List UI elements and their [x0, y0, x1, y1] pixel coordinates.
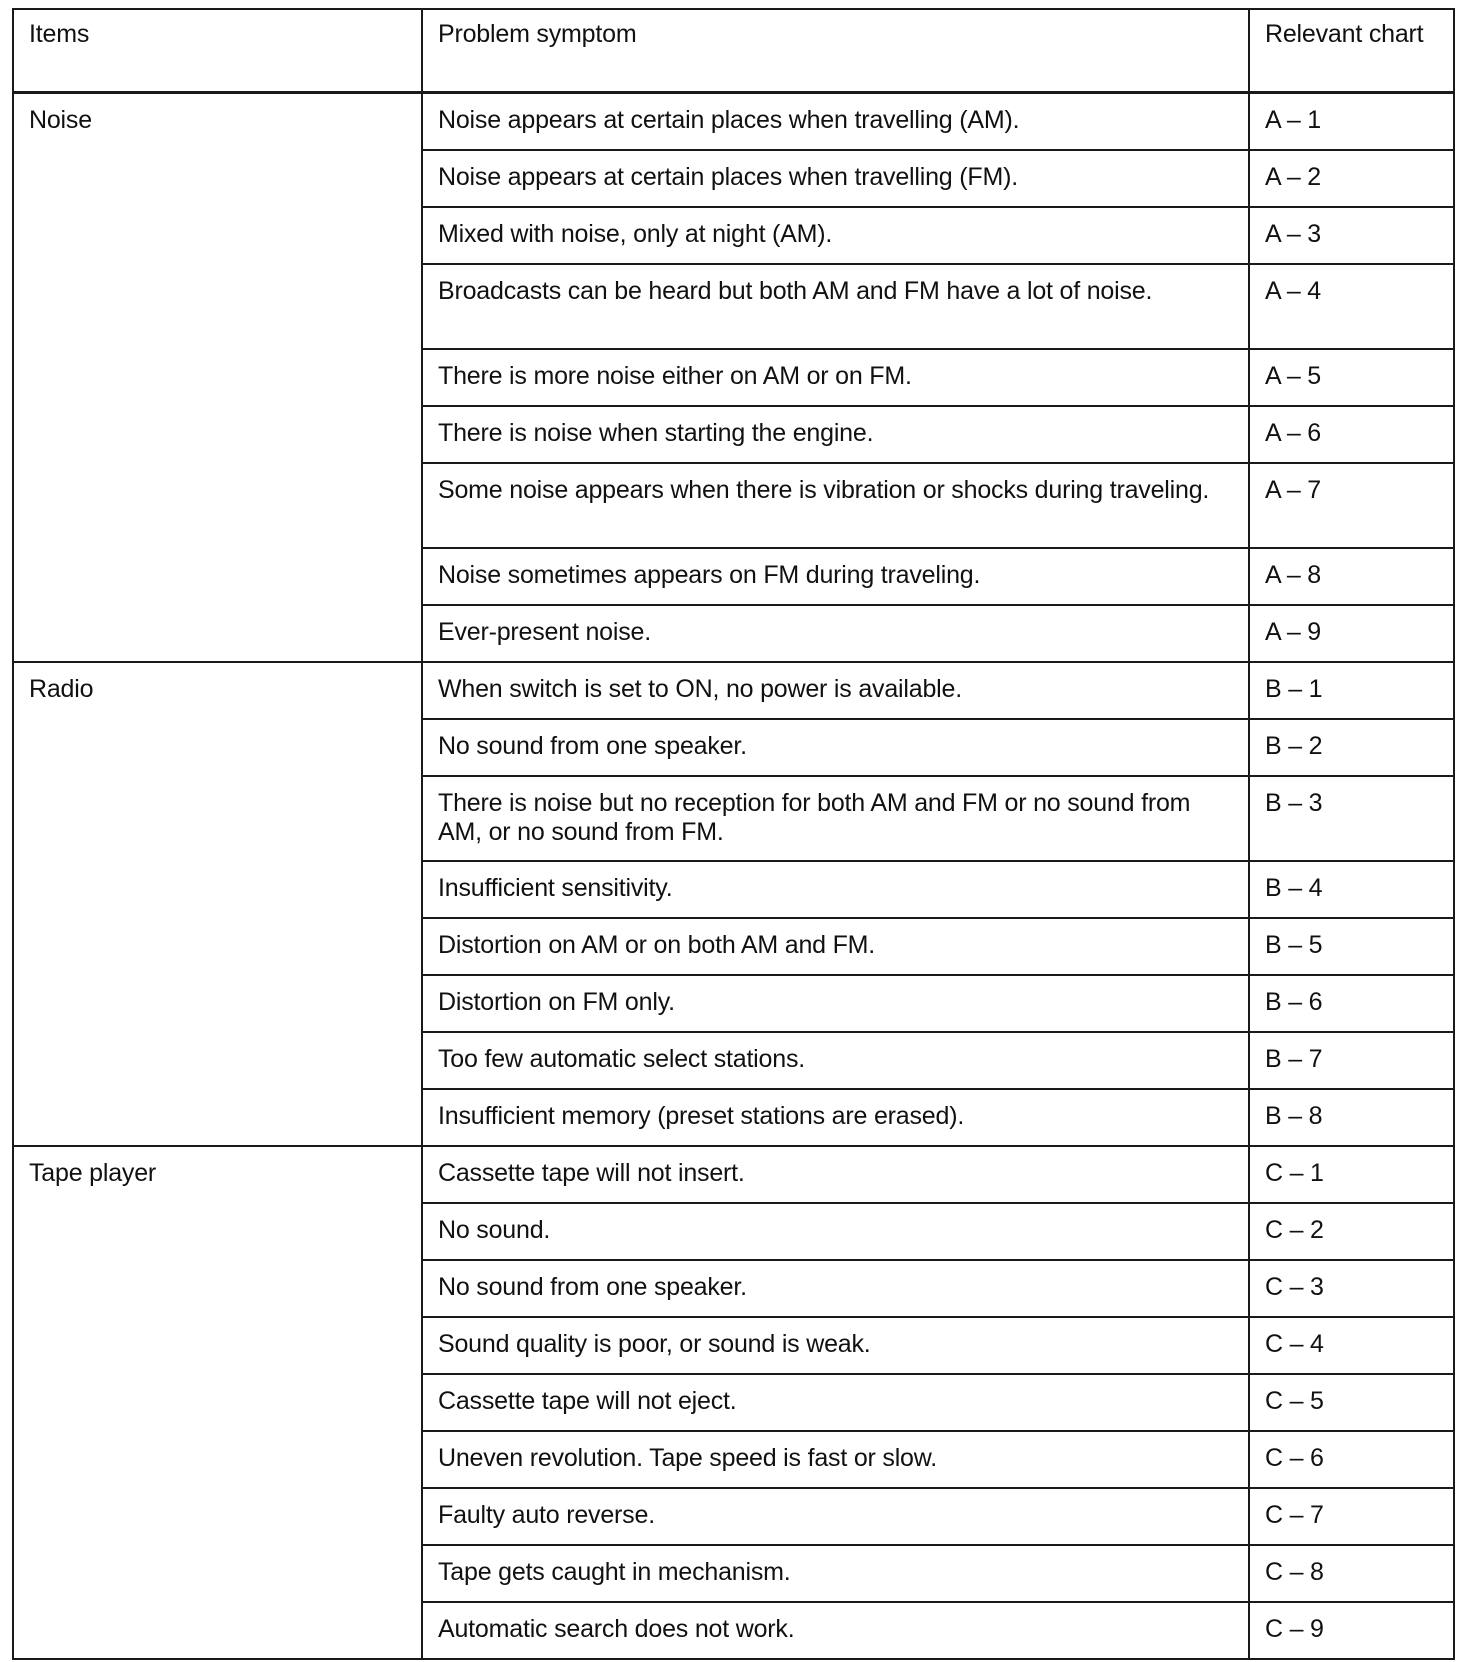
problem-symptom-cell: Uneven revolution. Tape speed is fast or slow. — [422, 1431, 1249, 1488]
problem-symptom-cell: There is noise but no reception for both AM and FM or no sound from AM, or no sound from FM. — [422, 776, 1249, 861]
problem-symptom-cell: Broadcasts can be heard but both AM and FM have a lot of noise. — [422, 264, 1249, 349]
relevant-chart-cell: A – 8 — [1249, 548, 1454, 605]
problem-symptom-cell: Mixed with noise, only at night (AM). — [422, 207, 1249, 264]
relevant-chart-cell: C – 8 — [1249, 1545, 1454, 1602]
problem-symptom-cell: There is more noise either on AM or on FM. — [422, 349, 1249, 406]
relevant-chart-cell: A – 5 — [1249, 349, 1454, 406]
relevant-chart-cell: B – 7 — [1249, 1032, 1454, 1089]
relevant-chart-cell: B – 3 — [1249, 776, 1454, 861]
header-problem-symptom: Problem symptom — [422, 9, 1249, 93]
problem-symptom-cell: Noise sometimes appears on FM during traveling. — [422, 548, 1249, 605]
table-row — [13, 93, 1454, 151]
relevant-chart-cell: A – 4 — [1249, 264, 1454, 349]
header-relevant-chart: Relevant chart — [1249, 9, 1454, 93]
problem-symptom-cell: Cassette tape will not eject. — [422, 1374, 1249, 1431]
problem-symptom-cell: Cassette tape will not insert. — [422, 1146, 1249, 1203]
header-row — [13, 9, 1454, 93]
problem-symptom-cell: Distortion on AM or on both AM and FM. — [422, 918, 1249, 975]
problem-symptom-cell: Sound quality is poor, or sound is weak. — [422, 1317, 1249, 1374]
item-category-cell: Tape player — [13, 1146, 422, 1659]
problem-symptom-cell: Noise appears at certain places when travelling (AM). — [422, 93, 1249, 151]
problem-symptom-cell: Automatic search does not work. — [422, 1602, 1249, 1659]
relevant-chart-cell: A – 9 — [1249, 605, 1454, 662]
relevant-chart-cell: B – 1 — [1249, 662, 1454, 719]
problem-symptom-cell: Insufficient sensitivity. — [422, 861, 1249, 918]
relevant-chart-cell: B – 8 — [1249, 1089, 1454, 1146]
problem-symptom-cell: Noise appears at certain places when travelling (FM). — [422, 150, 1249, 207]
problem-symptom-cell: Tape gets caught in mechanism. — [422, 1545, 1249, 1602]
relevant-chart-cell: C – 3 — [1249, 1260, 1454, 1317]
header-items: Items — [13, 9, 422, 93]
problem-symptom-cell: Insufficient memory (preset stations are erased). — [422, 1089, 1249, 1146]
problem-symptom-cell: No sound. — [422, 1203, 1249, 1260]
problem-symptom-cell: No sound from one speaker. — [422, 1260, 1249, 1317]
relevant-chart-cell: C – 7 — [1249, 1488, 1454, 1545]
relevant-chart-cell: C – 9 — [1249, 1602, 1454, 1659]
relevant-chart-cell: B – 4 — [1249, 861, 1454, 918]
relevant-chart-cell: B – 2 — [1249, 719, 1454, 776]
problem-symptom-cell: Too few automatic select stations. — [422, 1032, 1249, 1089]
table-body — [13, 93, 1454, 1660]
symptom-chart-table — [12, 8, 1455, 1660]
relevant-chart-cell: A – 1 — [1249, 93, 1454, 151]
relevant-chart-cell: C – 1 — [1249, 1146, 1454, 1203]
relevant-chart-cell: A – 7 — [1249, 463, 1454, 548]
relevant-chart-cell: C – 4 — [1249, 1317, 1454, 1374]
problem-symptom-cell: Faulty auto reverse. — [422, 1488, 1249, 1545]
problem-symptom-cell: There is noise when starting the engine. — [422, 406, 1249, 463]
relevant-chart-cell: B – 6 — [1249, 975, 1454, 1032]
relevant-chart-cell: C – 5 — [1249, 1374, 1454, 1431]
problem-symptom-cell: No sound from one speaker. — [422, 719, 1249, 776]
table-row — [13, 662, 1454, 719]
relevant-chart-cell: A – 3 — [1249, 207, 1454, 264]
problem-symptom-cell: When switch is set to ON, no power is available. — [422, 662, 1249, 719]
item-category-cell: Noise — [13, 93, 422, 663]
troubleshooting-document — [12, 8, 1453, 1660]
item-category-cell: Radio — [13, 662, 422, 1146]
table-row — [13, 1146, 1454, 1203]
relevant-chart-cell: B – 5 — [1249, 918, 1454, 975]
relevant-chart-cell: A – 2 — [1249, 150, 1454, 207]
relevant-chart-cell: A – 6 — [1249, 406, 1454, 463]
problem-symptom-cell: Ever-present noise. — [422, 605, 1249, 662]
relevant-chart-cell: C – 2 — [1249, 1203, 1454, 1260]
relevant-chart-cell: C – 6 — [1249, 1431, 1454, 1488]
table-header — [13, 9, 1454, 93]
problem-symptom-cell: Distortion on FM only. — [422, 975, 1249, 1032]
problem-symptom-cell: Some noise appears when there is vibration or shocks during traveling. — [422, 463, 1249, 548]
